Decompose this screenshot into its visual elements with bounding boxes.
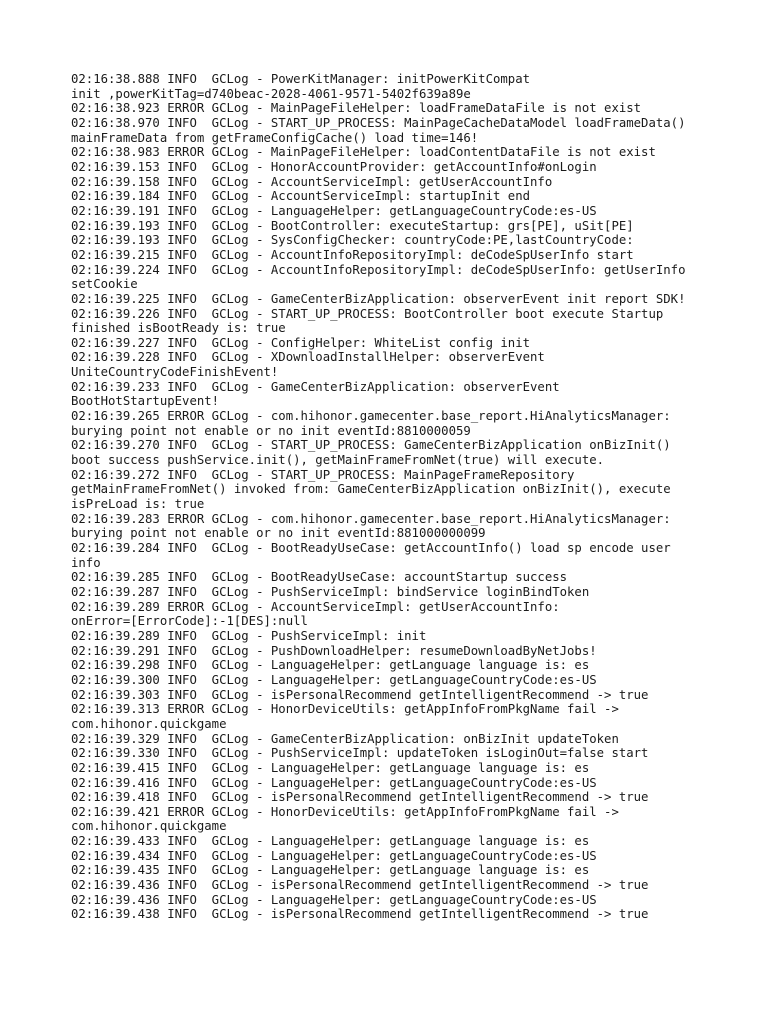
log-line: 02:16:39.233 INFO GCLog - GameCenterBizApplication: observerEvent <box>71 379 560 394</box>
log-line: 02:16:38.970 INFO GCLog - START_UP_PROCESS: MainPageCacheDataModel loadFrameData() <box>71 115 686 130</box>
log-line: 02:16:39.158 INFO GCLog - AccountServiceImpl: getUserAccountInfo <box>71 174 553 189</box>
log-line: isPreLoad is: true <box>71 497 205 512</box>
log-line: info <box>71 555 101 570</box>
log-line: 02:16:39.228 INFO GCLog - XDownloadInstallHelper: observerEvent <box>71 350 545 365</box>
log-line: getMainFrameFromNet() invoked from: GameCenterBizApplication onBizInit(), execute <box>71 482 671 497</box>
log-line: 02:16:39.289 INFO GCLog - PushServiceImpl: init <box>71 628 427 643</box>
log-line: 02:16:39.421 ERROR GCLog - HonorDeviceUtils: getAppInfoFromPkgName fail -> <box>71 804 619 819</box>
log-line: 02:16:39.270 INFO GCLog - START_UP_PROCESS: GameCenterBizApplication onBizInit() <box>71 438 671 453</box>
log-line: 02:16:39.434 INFO GCLog - LanguageHelper: getLanguageCountryCode:es-US <box>71 848 597 863</box>
log-line: com.hihonor.quickgame <box>71 819 227 834</box>
log-line: 02:16:39.227 INFO GCLog - ConfigHelper: WhiteList config init <box>71 335 531 350</box>
log-line: com.hihonor.quickgame <box>71 716 227 731</box>
log-line: init ,powerKitTag=d740beac-2028-4061-9571-5402f639a89e <box>71 86 471 101</box>
log-line: 02:16:39.193 INFO GCLog - SysConfigChecker: countryCode:PE,lastCountryCode: <box>71 233 634 248</box>
log-line: 02:16:39.289 ERROR GCLog - AccountServiceImpl: getUserAccountInfo: <box>71 599 560 614</box>
log-line: 02:16:39.226 INFO GCLog - START_UP_PROCESS: BootController boot execute Startup <box>71 306 664 321</box>
log-line: 02:16:39.287 INFO GCLog - PushServiceImpl: bindService loginBindToken <box>71 584 590 599</box>
log-line: 02:16:39.225 INFO GCLog - GameCenterBizApplication: observerEvent init report SDK! <box>71 291 686 306</box>
log-line: 02:16:39.303 INFO GCLog - isPersonalRecommend getIntelligentRecommend -> true <box>71 687 649 702</box>
log-line: 02:16:39.153 INFO GCLog - HonorAccountProvider: getAccountInfo#onLogin <box>71 159 597 174</box>
log-line: 02:16:39.436 INFO GCLog - isPersonalRecommend getIntelligentRecommend -> true <box>71 878 649 893</box>
log-line: 02:16:39.291 INFO GCLog - PushDownloadHelper: resumeDownloadByNetJobs! <box>71 643 597 658</box>
log-line: 02:16:39.191 INFO GCLog - LanguageHelper: getLanguageCountryCode:es-US <box>71 203 597 218</box>
log-line: finished isBootReady is: true <box>71 321 286 336</box>
log-text-block <box>71 72 711 922</box>
log-line: 02:16:39.193 INFO GCLog - BootController: executeStartup: grs[PE], uSit[PE] <box>71 218 634 233</box>
log-line: burying point not enable or no init eventId:881000000099 <box>71 526 486 541</box>
log-line: 02:16:39.438 INFO GCLog - isPersonalRecommend getIntelligentRecommend -> true <box>71 907 649 922</box>
log-line: 02:16:39.415 INFO GCLog - LanguageHelper: getLanguage language is: es <box>71 760 590 775</box>
log-line: boot success pushService.init(), getMainFrameFromNet(true) will execute. <box>71 453 605 468</box>
log-line: 02:16:39.285 INFO GCLog - BootReadyUseCase: accountStartup success <box>71 570 568 585</box>
log-line: burying point not enable or no init eventId:8810000059 <box>71 423 471 438</box>
log-line: 02:16:39.435 INFO GCLog - LanguageHelper: getLanguage language is: es <box>71 863 590 878</box>
log-line: 02:16:39.283 ERROR GCLog - com.hihonor.gamecenter.base_report.HiAnalyticsManager: <box>71 511 671 526</box>
log-line: BootHotStartupEvent! <box>71 394 220 409</box>
log-line: 02:16:39.329 INFO GCLog - GameCenterBizApplication: onBizInit updateToken <box>71 731 619 746</box>
log-line: 02:16:39.215 INFO GCLog - AccountInfoRepositoryImpl: deCodeSpUserInfo start <box>71 247 634 262</box>
log-line: 02:16:39.300 INFO GCLog - LanguageHelper: getLanguageCountryCode:es-US <box>71 672 597 687</box>
log-line: onError=[ErrorCode]:-1[DES]:null <box>71 614 308 629</box>
log-line: 02:16:39.224 INFO GCLog - AccountInfoRepositoryImpl: deCodeSpUserInfo: getUserInfo <box>71 262 686 277</box>
log-line: 02:16:39.265 ERROR GCLog - com.hihonor.gamecenter.base_report.HiAnalyticsManager: <box>71 409 671 424</box>
log-line: UniteCountryCodeFinishEvent! <box>71 365 279 380</box>
log-line: mainFrameData from getFrameConfigCache() load time=146! <box>71 130 479 145</box>
log-line: 02:16:38.888 INFO GCLog - PowerKitManager: initPowerKitCompat <box>71 72 531 86</box>
log-line: 02:16:39.416 INFO GCLog - LanguageHelper: getLanguageCountryCode:es-US <box>71 775 597 790</box>
log-line: 02:16:39.284 INFO GCLog - BootReadyUseCase: getAccountInfo() load sp encode user <box>71 541 671 555</box>
log-page <box>71 72 711 922</box>
log-line: 02:16:39.433 INFO GCLog - LanguageHelper: getLanguage language is: es <box>71 834 590 849</box>
log-line: 02:16:38.983 ERROR GCLog - MainPageFileHelper: loadContentDataFile is not exist <box>71 145 656 160</box>
log-line: setCookie <box>71 277 138 292</box>
log-line: 02:16:39.313 ERROR GCLog - HonorDeviceUtils: getAppInfoFromPkgName fail -> <box>71 702 619 717</box>
log-line: 02:16:39.298 INFO GCLog - LanguageHelper: getLanguage language is: es <box>71 658 590 673</box>
log-line: 02:16:39.330 INFO GCLog - PushServiceImpl: updateToken isLoginOut=false start <box>71 746 649 761</box>
log-line: 02:16:39.184 INFO GCLog - AccountServiceImpl: startupInit end <box>71 189 531 204</box>
log-line: 02:16:39.418 INFO GCLog - isPersonalRecommend getIntelligentRecommend -> true <box>71 790 649 805</box>
log-line: 02:16:39.436 INFO GCLog - LanguageHelper: getLanguageCountryCode:es-US <box>71 892 597 907</box>
log-line: 02:16:39.272 INFO GCLog - START_UP_PROCESS: MainPageFrameRepository <box>71 467 575 482</box>
log-line: 02:16:38.923 ERROR GCLog - MainPageFileHelper: loadFrameDataFile is not exist <box>71 101 642 116</box>
